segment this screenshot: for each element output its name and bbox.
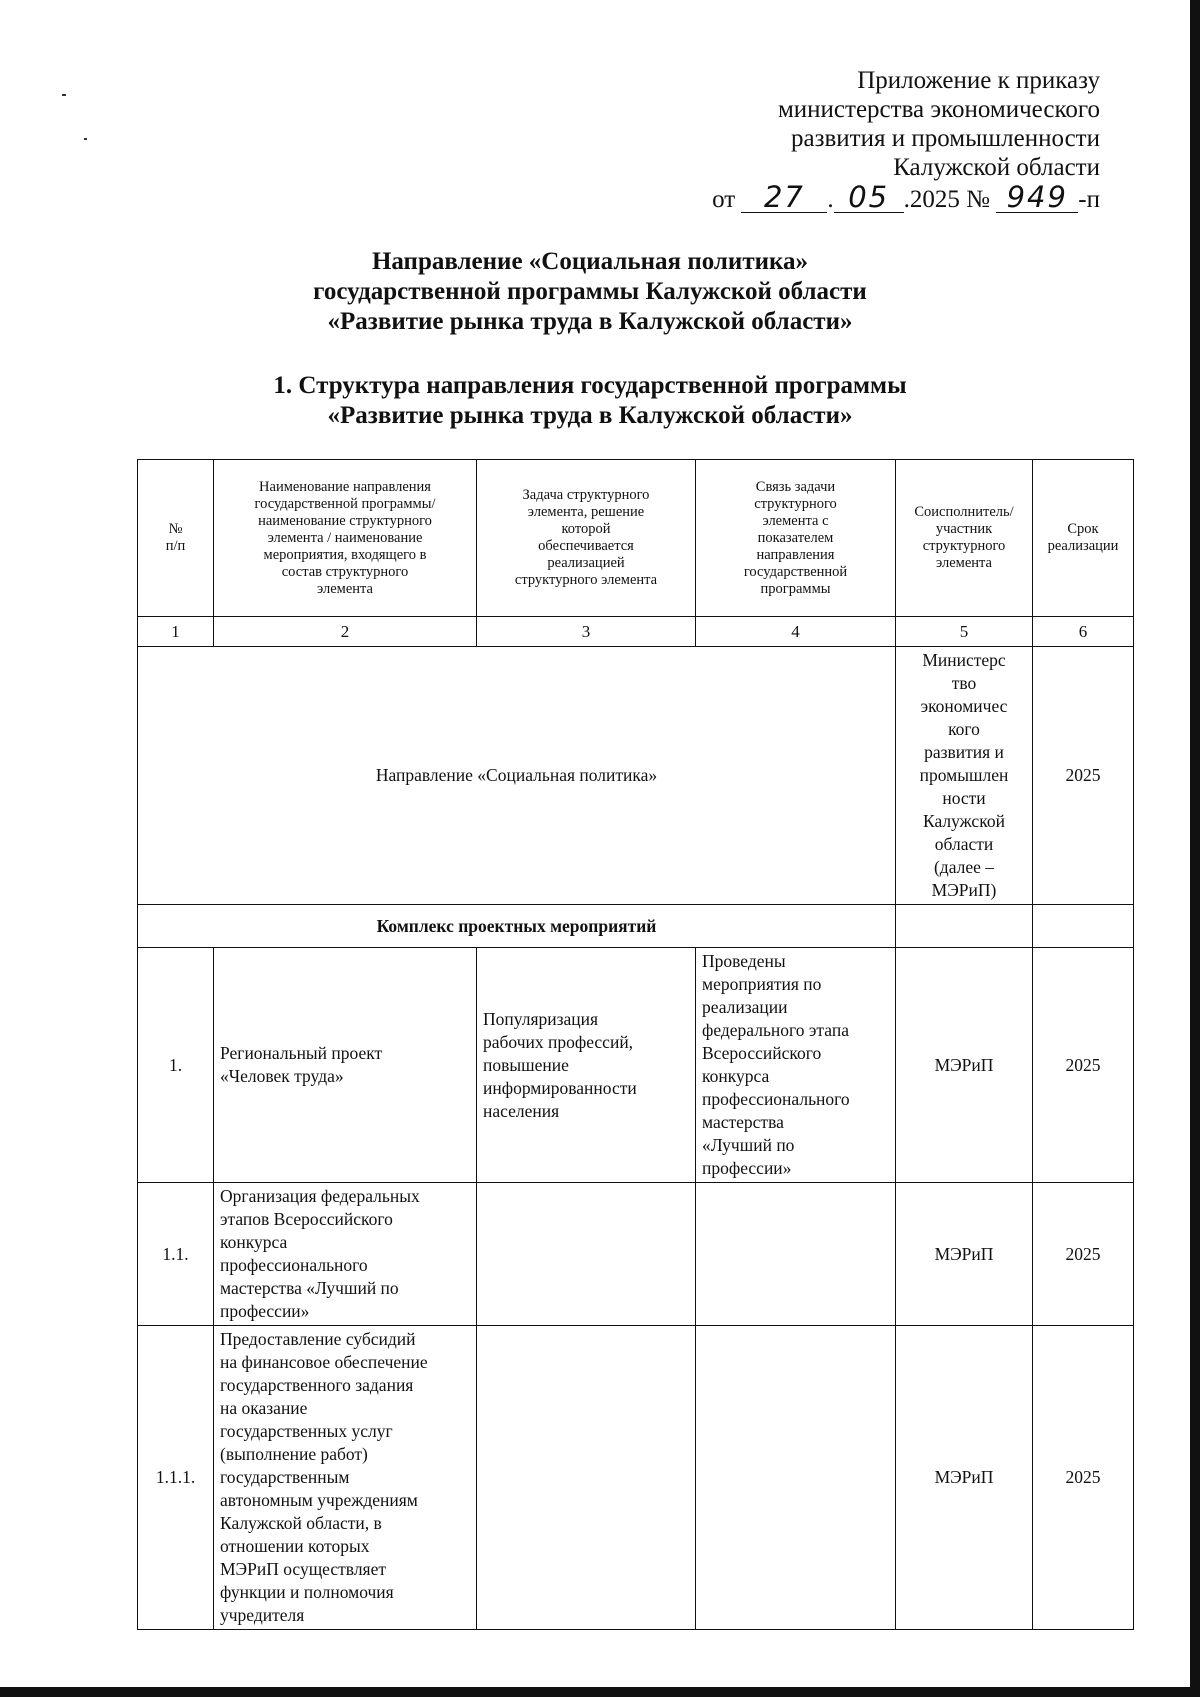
- header-cell-number: [138, 460, 214, 617]
- order-year: .2025 №: [903, 186, 991, 213]
- column-number: 3: [477, 617, 696, 647]
- section-heading: [130, 371, 1050, 431]
- header-cell-link: [696, 460, 896, 617]
- appendix-line: министерства экономического: [777, 96, 1100, 123]
- order-number-handwritten: 949: [996, 182, 1078, 213]
- complex-empty-cell: [896, 905, 1033, 948]
- column-number: 1: [138, 617, 214, 647]
- header-cell-term: [1033, 460, 1134, 617]
- appendix-line: развития и промышленности: [791, 125, 1100, 152]
- row-number: 1.1.: [138, 1183, 214, 1326]
- row-term: 2025: [1033, 948, 1134, 1183]
- appendix-line: Приложение к приказу: [857, 67, 1100, 94]
- section-line: «Развитие рынка труда в Калужской области»: [327, 402, 853, 429]
- order-date-line: [580, 182, 1100, 214]
- column-number: 5: [896, 617, 1033, 647]
- appendix-line: Калужской области: [893, 154, 1100, 181]
- section-line: 1. Структура направления государственной программы: [273, 372, 907, 399]
- row-number: 1.1.1.: [138, 1326, 214, 1630]
- row-coexecutor: МЭРиП: [896, 1183, 1033, 1326]
- complex-label: Комплекс проектных мероприятий: [138, 905, 896, 948]
- row-coexecutor: МЭРиП: [896, 948, 1033, 1183]
- document-title: [130, 247, 1050, 337]
- row-name: Организация федеральных этапов Всероссийского конкурса профессионального мастерства «Лучший по профессии»: [214, 1183, 477, 1326]
- row-term: 2025: [1033, 1326, 1134, 1630]
- table-row: [138, 948, 1134, 1183]
- header-text: Наименование направления государственной программы/ наименование структурного элемента / наименование мероприятия, входящего в состав структурного элемента: [254, 478, 436, 597]
- header-cell-task: [477, 460, 696, 617]
- row-name: Региональный проект «Человек труда»: [214, 948, 477, 1183]
- order-day-handwritten: 27: [741, 182, 827, 213]
- title-line: «Развитие рынка труда в Калужской области»: [327, 308, 853, 335]
- column-number-row: [138, 617, 1134, 647]
- row-name: Предоставление субсидий на финансовое обеспечение государственного задания на оказание государственных услуг (выполнение работ) государственным автономным учреждениям Калужской области, в отношении которых МЭРиП осуществляет функции и полномочия учредителя: [214, 1326, 477, 1630]
- order-prefix: от: [712, 186, 736, 213]
- order-month-handwritten: 05: [834, 182, 904, 213]
- scan-edge-bottom: [0, 1687, 1200, 1697]
- complex-row: [138, 905, 1134, 948]
- row-task: Популяризация рабочих профессий, повышение информированности населения: [477, 948, 696, 1183]
- direction-term: 2025: [1033, 647, 1134, 905]
- header-cell-name: [214, 460, 477, 617]
- appendix-block: [580, 66, 1100, 214]
- header-text: Задача структурного элемента, решение которой обеспечивается реализацией структурного элемента: [514, 487, 658, 588]
- header-text: Связь задачи структурного элемента с показателем направления государственной программы: [743, 478, 848, 597]
- header-text: Срок реализации: [1047, 521, 1119, 554]
- title-line: государственной программы Калужской области: [313, 278, 867, 305]
- header-cell-coexecutor: [896, 460, 1033, 617]
- header-text: Соисполнитель/ участник структурного элемента: [914, 504, 1014, 571]
- column-number: 6: [1033, 617, 1134, 647]
- row-task: [477, 1326, 696, 1630]
- column-number: 2: [214, 617, 477, 647]
- direction-row: [138, 647, 1134, 905]
- complex-empty-cell: [1033, 905, 1134, 948]
- direction-coexecutor: Министерс тво экономичес кого развития и промышлен ности Калужской области (далее – МЭРиП): [896, 647, 1033, 905]
- order-suffix: -п: [1078, 186, 1100, 213]
- row-number: 1.: [138, 948, 214, 1183]
- title-line: Направление «Социальная политика»: [371, 248, 809, 275]
- header-text: № п/п: [165, 521, 186, 554]
- scan-speck: [84, 138, 87, 140]
- table-row: [138, 1326, 1134, 1630]
- table-row: [138, 1183, 1134, 1326]
- row-link: Проведены мероприятия по реализации федерального этапа Всероссийского конкурса профессионального мастерства «Лучший по профессии»: [696, 948, 896, 1183]
- row-task: [477, 1183, 696, 1326]
- direction-label: Направление «Социальная политика»: [138, 647, 896, 905]
- scan-speck: [62, 94, 66, 96]
- table-header-row: [138, 460, 1134, 617]
- row-link: [696, 1183, 896, 1326]
- row-link: [696, 1326, 896, 1630]
- row-term: 2025: [1033, 1183, 1134, 1326]
- scan-edge-right: [1190, 0, 1200, 1697]
- row-coexecutor: МЭРиП: [896, 1326, 1033, 1630]
- column-number: 4: [696, 617, 896, 647]
- structure-table: [137, 459, 1134, 1630]
- order-separator: .: [827, 186, 834, 213]
